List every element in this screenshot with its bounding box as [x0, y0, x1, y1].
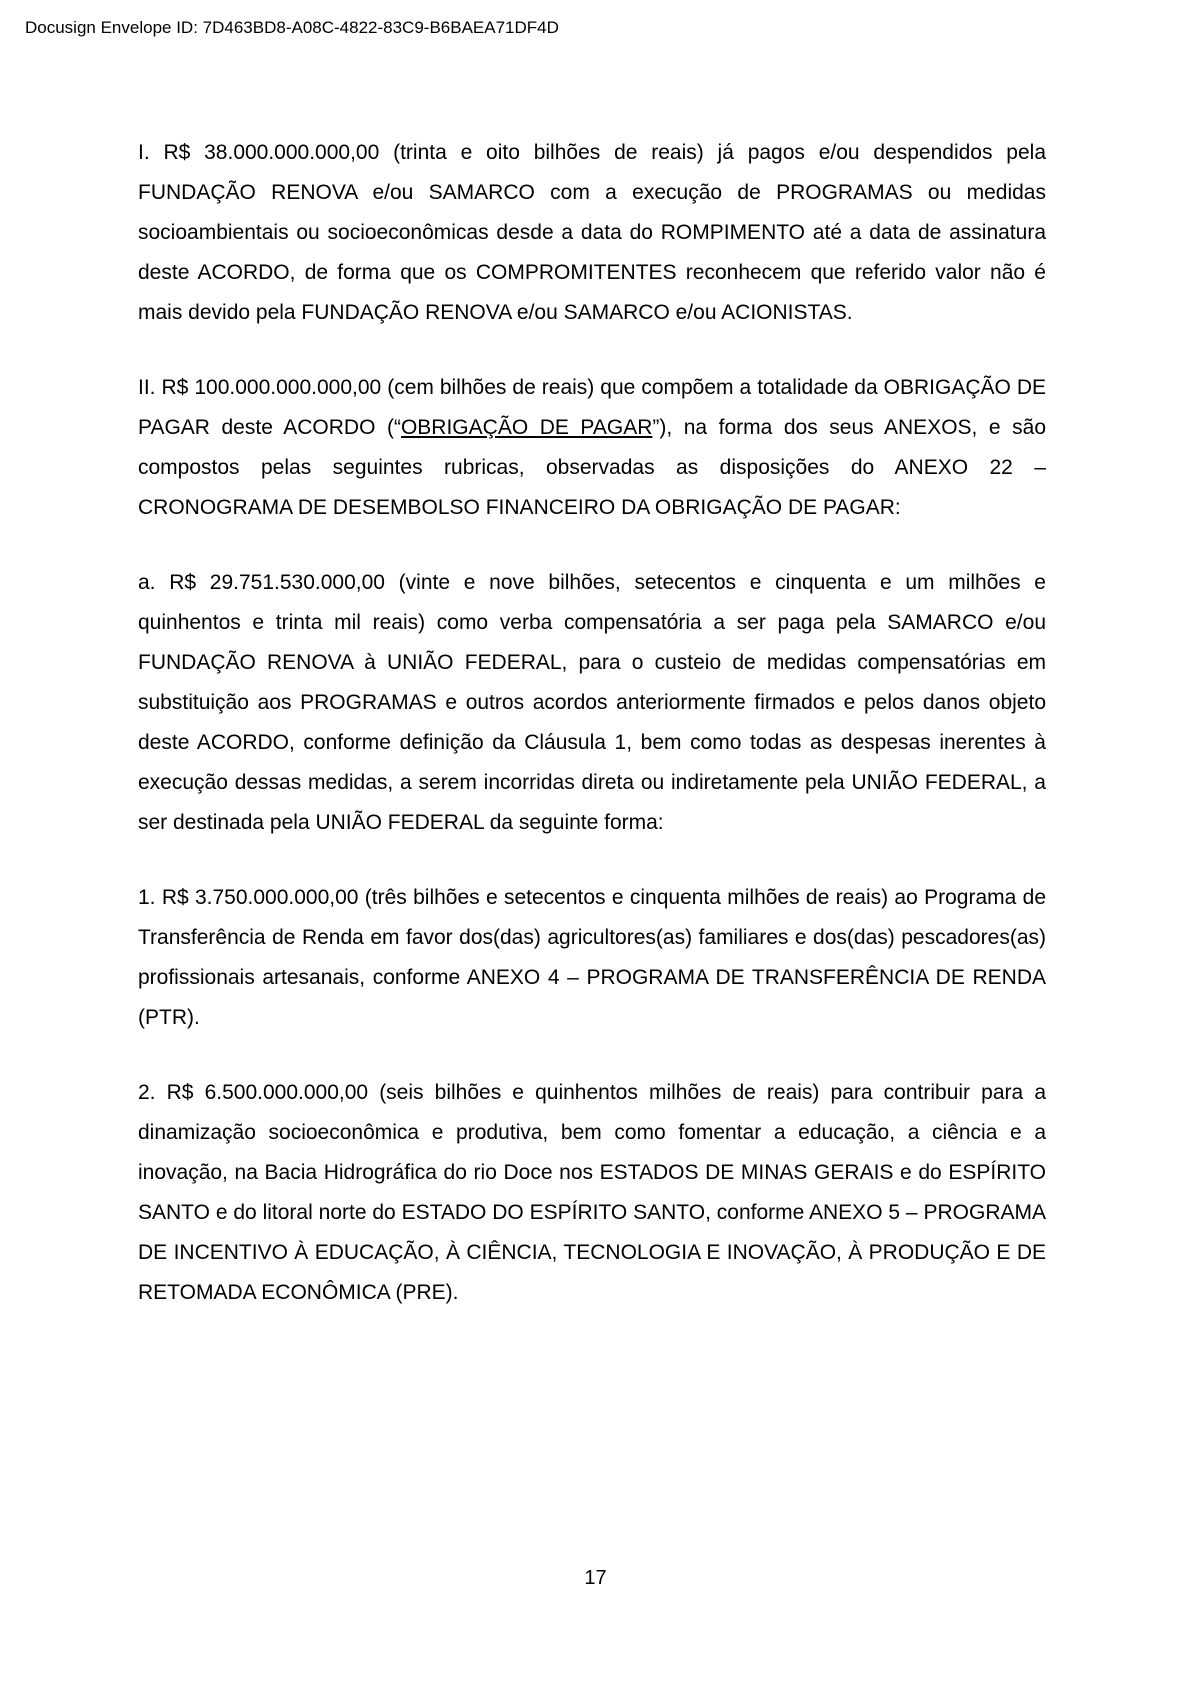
clause-item-2: 2. R$ 6.500.000.000,00 (seis bilhões e quinhentos milhões de reais) para contribuir para a dinamização socioeconômica e produtiva, bem como fomentar a educação, a ciência e a inovação, na Bacia Hidrográfica do rio Doce nos ESTADOS DE MINAS GERAIS e do ESPÍRITO SANTO e do litoral norte do ESTADO DO ESPÍRITO SANTO, conforme ANEXO 5 – PROGRAMA DE INCENTIVO À EDUCAÇÃO, À CIÊNCIA, TECNOLOGIA E INOVAÇÃO, À PRODUÇÃO E DE RETOMADA ECONÔMICA (PRE). — [138, 1081, 1046, 1304]
clause-item-ii — [138, 368, 1046, 528]
clause-item-ii-text-after: ”), na forma dos seus ANEXOS, e são compostos pelas seguintes rubricas, observadas as disposições do ANEXO 22 – CRONOGRAMA DE DESEMBOLSO FINANCEIRO DA OBRIGAÇÃO DE PAGAR: — [138, 416, 1046, 519]
docusign-envelope-id: Docusign Envelope ID: 7D463BD8-A08C-4822-83C9-B6BAEA71DF4D — [25, 18, 559, 37]
document-body — [138, 133, 1046, 1313]
clause-item-i: I. R$ 38.000.000.000,00 (trinta e oito bilhões de reais) já pagos e/ou despendidos pela FUNDAÇÃO RENOVA e/ou SAMARCO com a execução de PROGRAMAS ou medidas socioambientais ou socioeconômicas desde a data do ROMPIMENTO até a data de assinatura deste ACORDO, de forma que os COMPROMITENTES reconhecem que referido valor não é mais devido pela FUNDAÇÃO RENOVA e/ou SAMARCO e/ou ACIONISTAS. — [138, 141, 1046, 324]
clause-item-a: a. R$ 29.751.530.000,00 (vinte e nove bilhões, setecentos e cinquenta e um milhões e quinhentos e trinta mil reais) como verba compensatória a ser paga pela SAMARCO e/ou FUNDAÇÃO RENOVA à UNIÃO FEDERAL, para o custeio de medidas compensatórias em substituição aos PROGRAMAS e outros acordos anteriormente firmados e pelos danos objeto deste ACORDO, conforme definição da Cláusula 1, bem como todas as despesas inerentes à execução dessas medidas, a serem incorridas direta ou indiretamente pela UNIÃO FEDERAL, a ser destinada pela UNIÃO FEDERAL da seguinte forma: — [138, 571, 1046, 834]
defined-term-obrigacao-de-pagar: OBRIGAÇÃO DE PAGAR — [400, 416, 653, 439]
page-number: 17 — [584, 1567, 607, 1589]
clause-item-1: 1. R$ 3.750.000.000,00 (três bilhões e setecentos e cinquenta milhões de reais) ao Programa de Transferência de Renda em favor dos(das) agricultores(as) familiares e dos(das) pescadores(as) profissionais artesanais, conforme ANEXO 4 – PROGRAMA DE TRANSFERÊNCIA DE RENDA (PTR). — [138, 886, 1046, 1029]
clause-item-ii-text-before: II. R$ 100.000.000.000,00 (cem bilhões de reais) que compõem a totalidade da OBRIGAÇÃO DE PAGAR deste ACORDO (“ — [138, 376, 1046, 439]
